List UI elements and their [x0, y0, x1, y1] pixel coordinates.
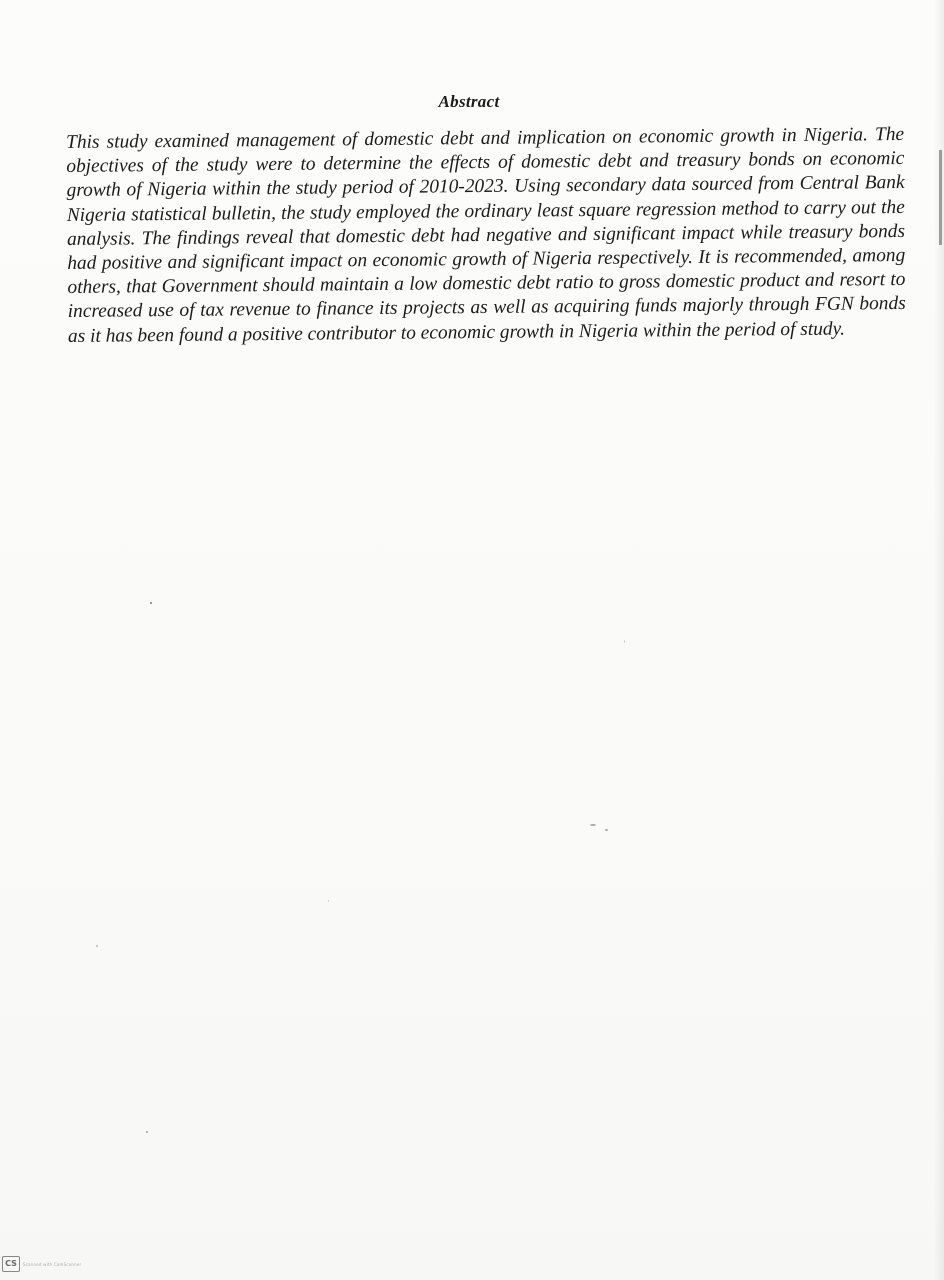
- scan-speck: [150, 602, 152, 604]
- scan-speck: [146, 1131, 148, 1133]
- camscanner-logo-icon: CS: [2, 1256, 20, 1272]
- scan-speck: [328, 900, 329, 902]
- camscanner-text: Scanned with CamScanner: [23, 1261, 82, 1267]
- scan-speck: [605, 829, 608, 831]
- abstract-body: This study examined management of domestic debt and implication on economic growth in Nigeria. The objectives of the study were to determine the effects of domestic debt and treasury bonds on economic growth of Nigeria within the study period of 2010-2023. Using secondary data sourced from Central Bank Nigeria statistical bulletin, the study employed the ordinary least square regression method to carry out the analysis. The findings reveal that domestic debt had negative and significant impact while treasury bonds had positive and significant impact on economic growth of Nigeria respectively. It is recommended, among others, that Government should maintain a low domestic debt ratio to gross domestic product and resort to increased use of tax revenue to finance its projects as well as acquiring funds majorly through FGN bonds as it has been found a positive contributor to economic growth in Nigeria within the period of study.: [66, 124, 906, 348]
- abstract-heading: Abstract: [438, 92, 500, 111]
- camscanner-watermark: [2, 1256, 81, 1272]
- scan-speck: [96, 945, 98, 947]
- page-edge-mark: [939, 150, 942, 245]
- scan-speck: [590, 824, 596, 826]
- scan-speck: [624, 640, 625, 643]
